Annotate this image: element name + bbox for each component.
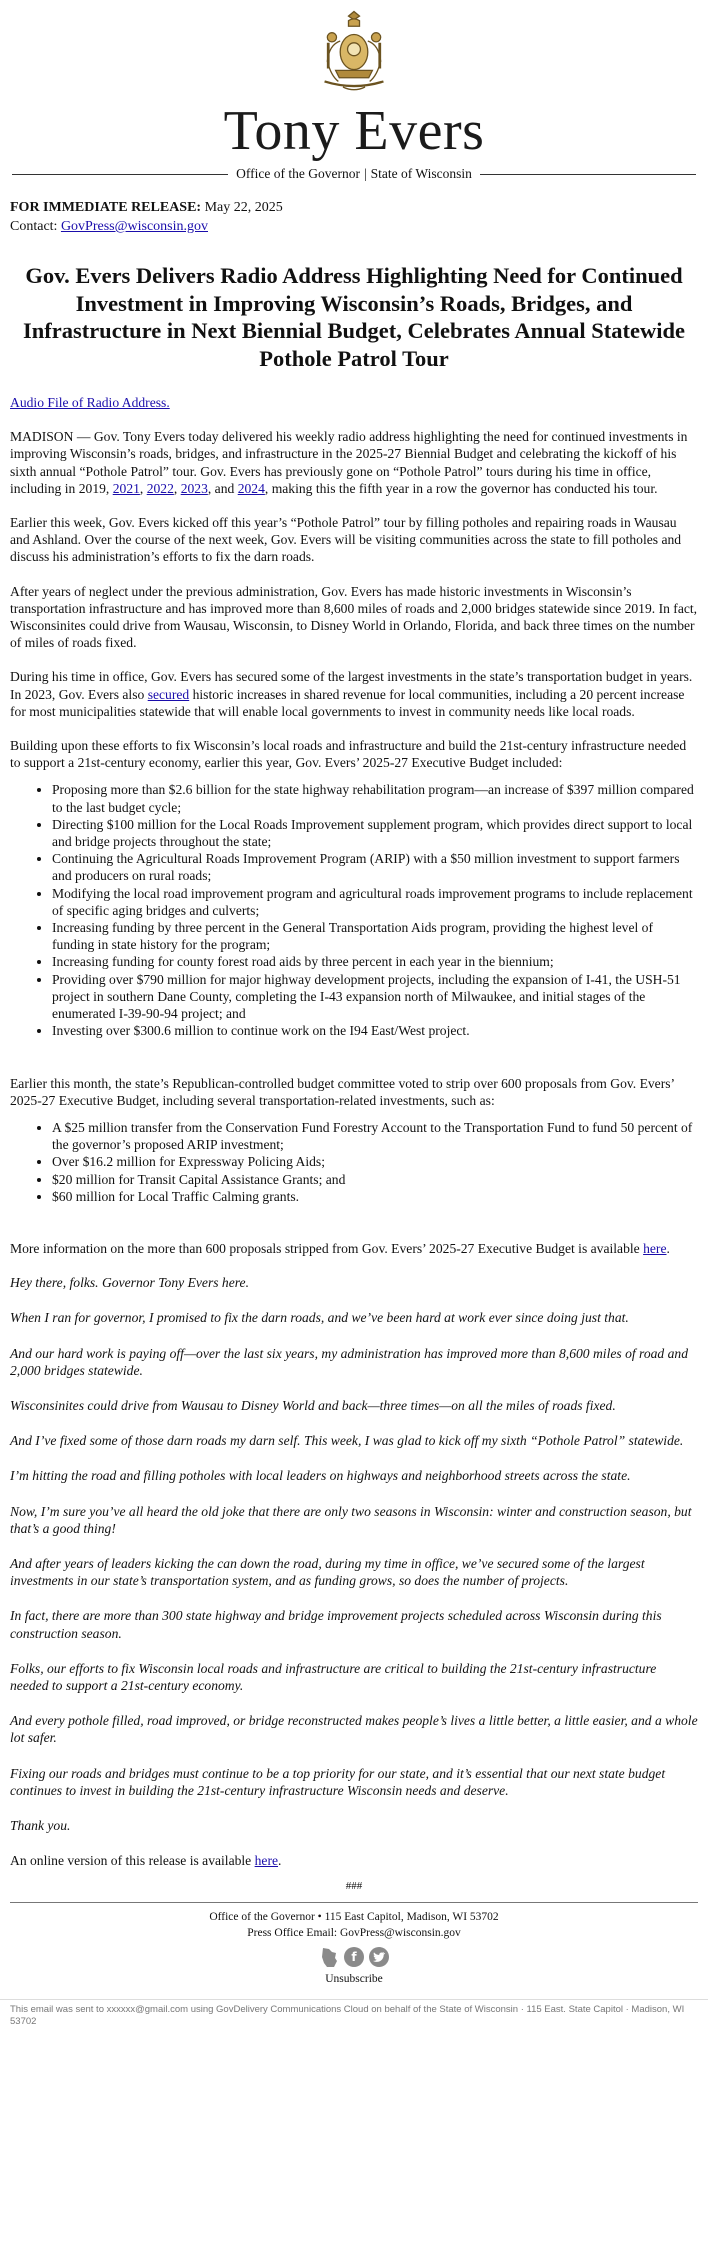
facebook-icon[interactable]: f xyxy=(344,1947,364,1967)
wisconsin-seal-icon xyxy=(308,6,400,98)
paragraph-kickoff: Earlier this week, Gov. Evers kicked off this year’s “Pothole Patrol” tour by filling potholes and repairing roads in Wausau and Ashland. Over the course of the next week, Gov. Evers will be visiting communities across the state to fill potholes and discuss his administration’s efforts to fix the darn roads. xyxy=(10,515,682,565)
transcript-paragraph: I’m hitting the road and filling potholes with local leaders on highways and neighborhood streets across the state. xyxy=(10,1468,631,1484)
paragraph-online-version: An online version of this release is available here. xyxy=(10,1853,282,1869)
list-item: • Over $16.2 million for Expressway Policing Aids; xyxy=(52,1153,698,1170)
transcript-paragraph: Now, I’m sure you’ve all heard the old joke that there are only two seasons in Wisconsin: winter and construction season, but that’s a good thing! xyxy=(10,1503,692,1536)
list-item: • Continuing the Agricultural Roads Improvement Program (ARIP) with a $50 million investment to support farmers and producers on rural roads; xyxy=(52,850,698,884)
list-item: • $60 million for Local Traffic Calming grants. xyxy=(52,1188,698,1205)
release-header xyxy=(10,198,698,236)
list-item: • Providing over $790 million for major highway development projects, including the expansion of I-41, the USH-51 project in southern Dane County, completing the I-43 expansion north of Milwaukee, and initial stages of the enumerated I-39-90-94 project; and xyxy=(52,971,698,1023)
release-date: May 22, 2025 xyxy=(204,200,283,215)
divider xyxy=(12,174,228,175)
pothole-2023-link[interactable]: 2023 xyxy=(180,480,208,496)
twitter-icon[interactable] xyxy=(369,1947,389,1967)
divider xyxy=(480,174,696,175)
proposals-here-link[interactable]: here xyxy=(643,1240,667,1256)
paragraph-budget-intro: Building upon these efforts to fix Wisconsin’s local roads and infrastructure and build the 21st-century infrastructure needed to support a 21st-century economy, earlier this year, Gov. Evers’ 2025-27 Executive Budget included: xyxy=(10,738,687,771)
pothole-2021-link[interactable]: 2021 xyxy=(112,480,140,496)
paragraph-shared-revenue: During his time in office, Gov. Evers has secured some of the largest investments in the state’s transportation budget in years. In 2023, Gov. Evers also secured historic increases in shared revenue for local communities, including a 20 percent increase for most municipalities statewide that will enable local governments to invest in community needs like local roads. xyxy=(10,669,693,719)
transcript-paragraph: Folks, our efforts to fix Wisconsin local roads and infrastructure are critical to building the 21st-century infrastructure needed to support a 21st-century economy. xyxy=(10,1660,657,1693)
headline: Gov. Evers Delivers Radio Address Highlighting Need for Continued Investment in Improving Wisconsin’s Roads, Bridges, and Infrastructure in Next Biennial Budget, Celebrates Annual Statewide Pothole Patrol Tour xyxy=(22,263,686,371)
audio-file-link[interactable]: Audio File of Radio Address. xyxy=(10,395,170,410)
list-item: • Increasing funding by three percent in the General Transportation Aids program, providing the highest level of funding in state history for the program; xyxy=(52,919,698,953)
contact-email-link[interactable]: GovPress@wisconsin.gov xyxy=(60,219,208,234)
transcript-paragraph: In fact, there are more than 300 state highway and bridge improvement projects scheduled across Wisconsin during this construction season. xyxy=(10,1608,662,1641)
paragraph-intro: MADISON — Gov. Tony Evers today delivered his weekly radio address highlighting the need for continued investments in improving Wisconsin’s roads, bridges, and infrastructure in the 2025-27 Biennial Budget and celebrating the kickoff of his sixth annual “Pothole Patrol” tour. Gov. Evers has previously gone on “Pothole Patrol” tours during his time in office, including in 2019, 2021, 2022, 2023, and 2024, making this the fifth year in a row the governor has conducted his tour. xyxy=(10,429,688,496)
list-item: • A $25 million transfer from the Conservation Fund Forestry Account to the Transportation Fund to fund 50 percent of the governor’s proposed ARIP investment; xyxy=(52,1119,698,1153)
transcript-paragraph: Fixing our roads and bridges must continue to be a top priority for our state, and it’s essential that our next state budget continues to invest in building the 21st-century infrastructure Wisconsin needs and deserve. xyxy=(10,1765,666,1798)
list-item: • Directing $100 million for the Local Roads Improvement supplement program, which provides direct support to local and bridge projects throughout the state; xyxy=(52,816,698,850)
list-item: • Proposing more than $2.6 billion for the state highway rehabilitation program—an increase of $397 million compared to the last budget cycle; xyxy=(52,781,698,815)
list-item: • Increasing funding for county forest road aids by three percent in each year in the biennium; xyxy=(52,953,698,970)
list-item: • $20 million for Transit Capital Assistance Grants; and xyxy=(52,1171,698,1188)
transcript-paragraph: And every pothole filled, road improved, or bridge reconstructed makes people’s lives a little better, a little easier, and a whole lot safer. xyxy=(10,1713,698,1746)
office-line: Office of the Governor | State of Wisconsin xyxy=(12,166,696,182)
list-item: • Investing over $300.6 million to continue work on the I94 East/West project. xyxy=(52,1022,698,1039)
footer-press-email: Press Office Email: GovPress@wisconsin.gov xyxy=(247,1926,461,1939)
transcript-paragraph: Thank you. xyxy=(10,1817,71,1833)
radio-address-transcript xyxy=(10,1274,698,1834)
wisconsin-icon[interactable] xyxy=(319,1947,339,1967)
secured-link[interactable]: secured xyxy=(147,686,190,702)
transcript-paragraph: Hey there, folks. Governor Tony Evers here. xyxy=(10,1275,249,1291)
list-item: • Modifying the local road improvement program and agricultural roads improvement programs to include replacement of specific aging bridges and culverts; xyxy=(52,885,698,919)
governor-name: Tony Evers xyxy=(223,100,485,162)
release-label: FOR IMMEDIATE RELEASE: xyxy=(10,200,202,215)
paragraph-more-info: More information on the more than 600 proposals stripped from Gov. Evers’ 2025-27 Executive Budget is available here. xyxy=(10,1240,670,1256)
transcript-paragraph: And after years of leaders kicking the can down the road, during my time in office, we’ve secured some of the largest investments in our state’s transportation system, and as funding grows, so does the number of projects. xyxy=(10,1555,645,1589)
paragraph-investments: After years of neglect under the previous administration, Gov. Evers has made historic investments in Wisconsin’s transportation infrastructure and has improved more than 8,600 miles of roads and 2,000 bridges statewide since 2019. In fact, Wisconsinites could drive from Wausau, Wisconsin, to Disney World in Orlando, Florida, and back three times on the number of miles of roads fixed. xyxy=(10,583,698,651)
transcript-paragraph: And our hard work is paying off—over the last six years, my administration has improved more than 8,600 miles of road and 2,000 bridges statewide. xyxy=(10,1345,689,1378)
unsubscribe-link[interactable]: Unsubscribe xyxy=(325,1972,383,1985)
transcript-paragraph: And I’ve fixed some of those darn roads my darn self. This week, I was glad to kick off my sixth “Pothole Patrol” statewide. xyxy=(10,1433,684,1449)
pothole-2024-link[interactable]: 2024 xyxy=(237,480,265,496)
end-mark: ### xyxy=(345,1880,363,1893)
office-title: Office of the Governor xyxy=(236,166,360,181)
contact-label: Contact: xyxy=(10,219,58,234)
govdelivery-notice: This email was sent to xxxxxx@gmail.com using GovDelivery Communications Cloud on behalf of the State of Wisconsin · 115 East. State Capitol · Madison, WI 53702 xyxy=(10,2003,685,2027)
release-body xyxy=(0,198,708,1896)
stripped-list xyxy=(10,1119,698,1205)
budget-list xyxy=(10,781,698,1039)
transcript-paragraph: When I ran for governor, I promised to fix the darn roads, and we’ve been hard at work ever since doing just that. xyxy=(10,1310,629,1326)
masthead xyxy=(0,0,708,182)
online-version-link[interactable]: here xyxy=(254,1853,279,1869)
pothole-2022-link[interactable]: 2022 xyxy=(146,480,174,496)
footer xyxy=(0,1903,708,1987)
social-links xyxy=(0,1947,708,1967)
transcript-paragraph: Wisconsinites could drive from Wausau to Disney World and back—three times—on all the miles of roads fixed. xyxy=(10,1397,616,1413)
paragraph-stripped: Earlier this month, the state’s Republican-controlled budget committee voted to strip over 600 proposals from Gov. Evers’ 2025-27 Executive Budget, including several transportation-related investments, such as: xyxy=(10,1075,675,1108)
footer-address: Office of the Governor • 115 East Capitol, Madison, WI 53702 xyxy=(209,1910,499,1923)
state-title: State of Wisconsin xyxy=(370,166,472,181)
